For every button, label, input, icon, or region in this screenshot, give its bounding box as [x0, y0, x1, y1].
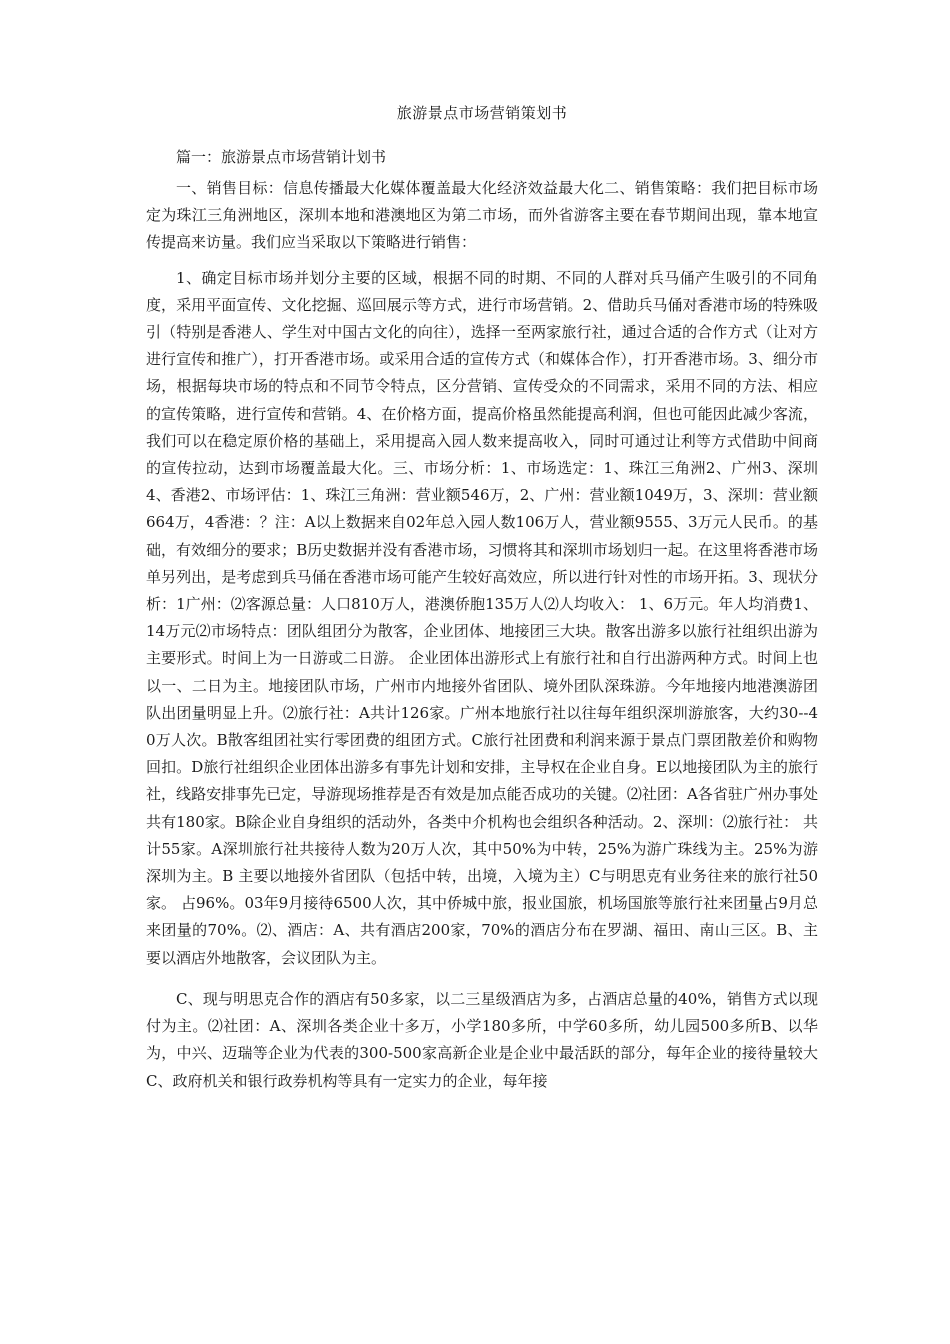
paragraph-strategy-analysis: 1、确定目标市场并划分主要的区域，根据不同的时期、不同的人群对兵马俑产生吸引的不同角度，采用平面宣传、文化挖掘、巡回展示等方式，进行市场营销。2、借助兵马俑对香港市场的特殊吸引（特别是香港人、学生对中国古文化的向往），选择一至两家旅行社，通过合适的合作方式（让对方进行宣传和推广），打开香港市场。或采用合适的宣传方式（和媒体合作），打开香港市场。3、细分市场，根据每块市场的特点和不同节令特点，区分营销、宣传受众的不同需求，采用不同的方法、相应的宣传策略，进行宣传和营销。4、在价格方面，提高价格虽然能提高利润，但也可能因此减少客流，我们可以在稳定原价格的基础上，采用提高入园人数来提高收入，同时可通过让利等方式借助中间商的宣传拉动，达到市场覆盖最大化。三、市场分析：1、市场选定：1、珠江三角洲2、广州3、深圳4、香港2、市场评估：1、珠江三角洲：营业额546万，2、广州：营业额1049万，3、深圳：营业额664万，4香港：？注：A以上数据来自02年总入园人数106万人，营业额9555、3万元人民币。的基础，有效细分的要求；B历史数据并没有香港市场，习惯将其和深圳市场划归一起。在这里将香港市场单另列出，是考虑到兵马俑在香港市场可能产生较好高效应，所以进行针对性的市场开拓。3、现状分析：1广州：⑵客源总量：人口810万人，港澳侨胞135万人⑵人均收入： 1、6万元。年人均消费1、14万元⑵市场特点：团队组团分为散客，企业团体、地接团三大块。散客出游多以旅行社组织出游为主要形式。时间上为一日游或二日游。 企业团体出游形式上有旅行社和自行出游两种方式。时间上也以一、二日为主。地接团队市场，广州市内地接外省团队、境外团队深珠游。今年地接内地港澳游团队出团量明显上升。⑵旅行社：A共计126家。广州本地旅行社以往每年组织深圳游旅客，大约30--40万人次。B散客组团社实行零团费的组团方式。C旅行社团费和利润来源于景点门票团散差价和购物回扣。D旅行社组织企业团体出游多有事先计划和安排，主导权在企业自身。E以地接团队为主的旅行社，线路安排事先已定，导游现场推荐是否有效是加点能否成功的关键。⑵社团：A各省驻广州办事处共有180家。B除企业自身组织的活动外，各类中介机构也会组织各种活动。2、深圳：⑵旅行社： 共计55家。A深圳旅行社共接待人数为20万人次，其中50%为中转，25%为游广珠线为主。25%为游深圳为主。B 主要以地接外省团队（包括中转，出境，入境为主）C与明思克有业务往来的旅行社50家。 占96%。03年9月接待6500人次，其中侨城中旅，报业国旅，机场国旅等旅行社来团量占9月总来团量的70%。⑵、酒店：A、共有酒店200家，70%的酒店分布在罗湖、福田、南山三区。B、主要以酒店外地散客，会议团队为主。: [146, 268, 818, 967]
section-heading: 篇一：旅游景点市场营销计划书: [176, 148, 387, 166]
paragraph-hotels-societies: C、现与明思克合作的酒店有50多家，以二三星级酒店为多，占酒店总量的40%，销售方式以现付为主。⑵社团：A、深圳各类企业十多万，小学180多所，中学60多所，幼儿园500多所B、以华为，中兴、迈瑞等企业为代表的300-500家高新企业是企业中最活跃的部分，每年企业的接待量较大C、政府机关和银行政券机构等具有一定实力的企业，每年接: [146, 989, 818, 1090]
paragraph-sales-goal: 一、销售目标：信息传播最大化媒体覆盖最大化经济效益最大化二、销售策略：我们把目标市场定为珠江三角洲地区，深圳本地和港澳地区为第二市场，而外省游客主要在春节期间出现，靠本地宣传提高来访量。我们应当采取以下策略进行销售：: [146, 179, 818, 252]
document-body: [146, 100, 818, 1109]
document-title: 旅游景点市场营销策划书: [396, 104, 568, 122]
